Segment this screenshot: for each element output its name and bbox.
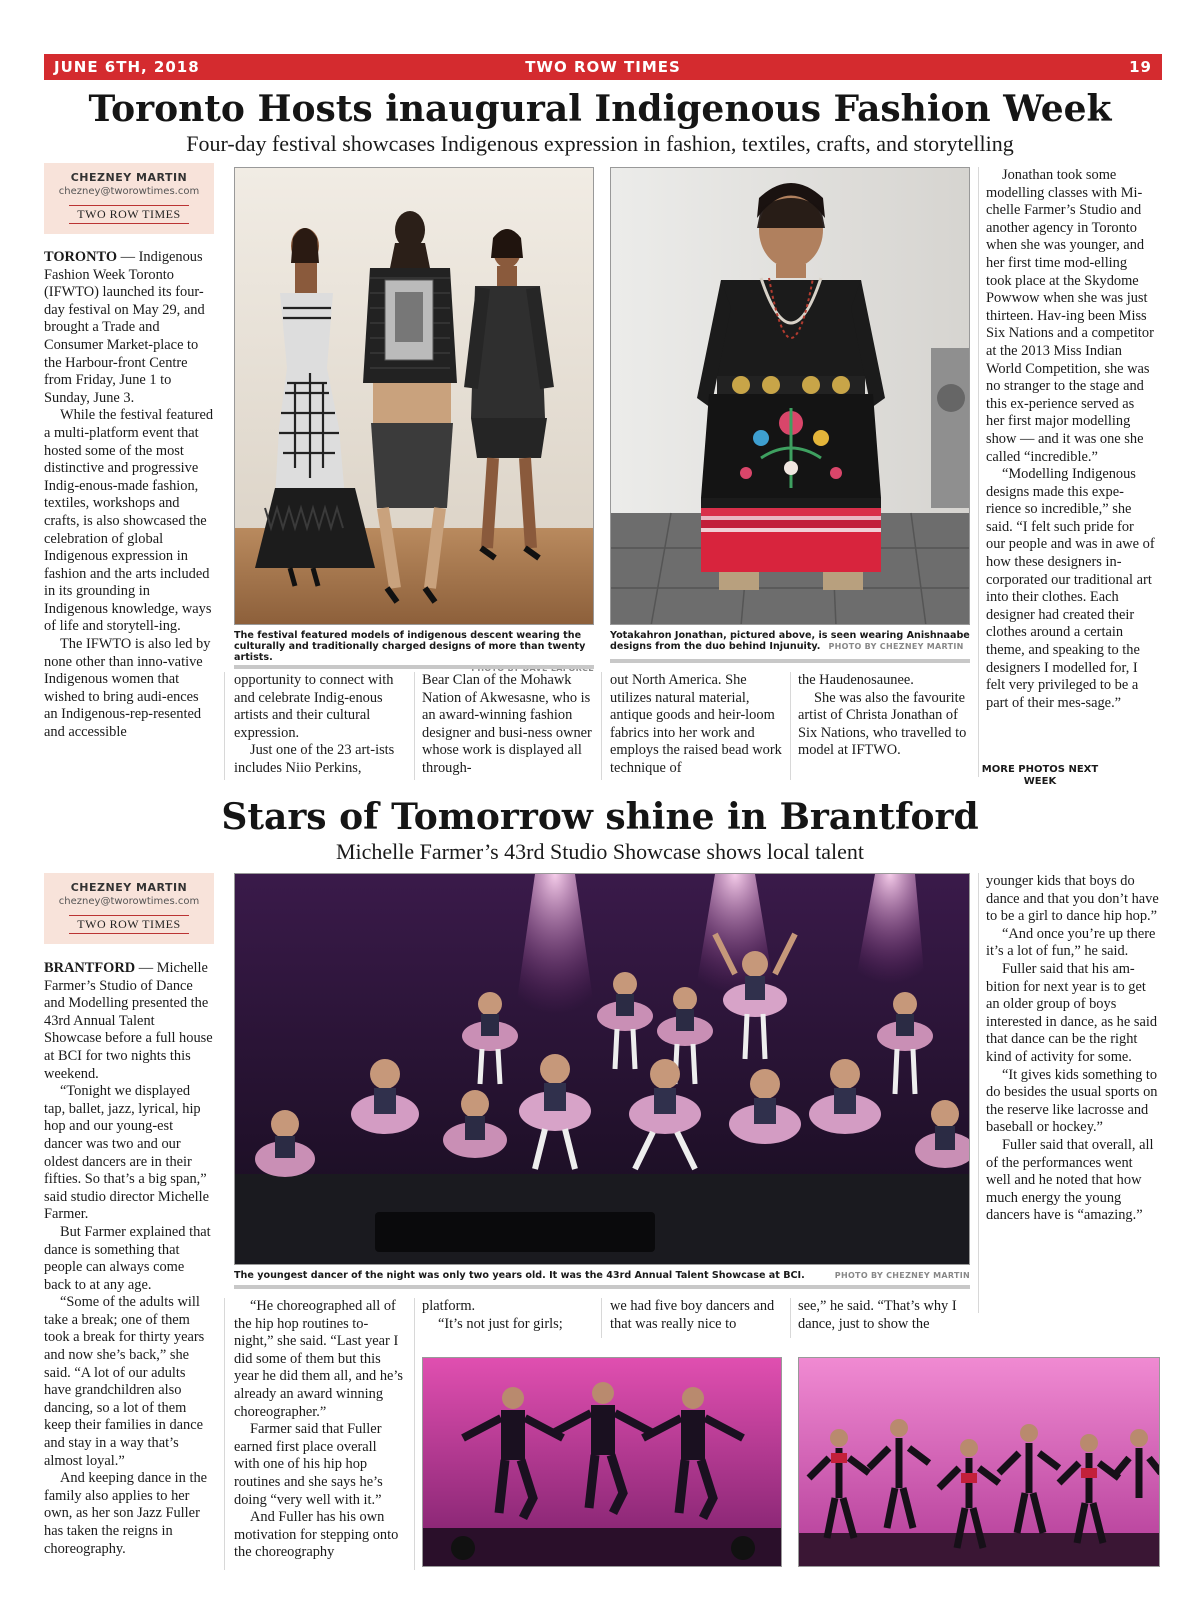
page-header-bar	[44, 54, 1162, 80]
young-dancers-image	[235, 874, 970, 1265]
hip-hop-group-image	[799, 1358, 1160, 1567]
hip-hop-trio-photo	[422, 1357, 782, 1567]
article1-subhead: Four-day festival showcases Indigenous expression in fashion, textiles, crafts, and storytelling	[186, 131, 1014, 156]
byline-logo: TWO ROW TIMES	[69, 205, 188, 224]
paragraph: Bear Clan of the Mohawk Nation of Akwesasne, who is an award-winning fashion designer and busi-ness owner whose work is displayed all through-	[422, 672, 592, 776]
hip-hop-trio-image	[423, 1358, 782, 1567]
page-number: 19	[1129, 58, 1152, 76]
more-photos-note: MORE PHOTOS NEXT WEEK	[981, 764, 1099, 787]
article2-column-6	[986, 873, 1160, 1313]
yotakahron-photo-caption	[610, 630, 970, 652]
article2-column-1	[44, 960, 214, 1566]
article1-byline	[44, 163, 214, 234]
article2-column-3	[422, 1298, 592, 1338]
caption-rule	[234, 665, 594, 669]
dancers-photo-caption	[234, 1270, 970, 1281]
paragraph: opportunity to connect with and celebrate Indig-enous artists and their cultural expression.	[234, 672, 394, 741]
dateline: BRANTFORD	[44, 960, 136, 976]
photo-credit: PHOTO BY CHEZNEY MARTIN	[828, 642, 964, 651]
paragraph: “Modelling Indigenous designs made this expe-rience so incredible,” she said. “I felt such pride for our people and was in awe of how these designers in-corporated our traditional art into their clothes. Each designer had created their clothes around a certain theme, and speaking to the designers I modelled for, I felt very privileged to be a part of their mes-sage.”	[986, 466, 1155, 711]
paragraph: The IFWTO is also led by none other than inno-vative Indigenous women that wished to bring audi-ences an Indigenous-rep-resented and accessible	[44, 636, 211, 741]
column-divider	[601, 672, 602, 780]
column-divider	[978, 167, 979, 777]
article1-column-5	[798, 672, 970, 780]
byline-logo: TWO ROW TIMES	[69, 915, 188, 934]
article2-subhead: Michelle Farmer’s 43rd Studio Showcase shows local talent	[335, 839, 865, 864]
column-divider	[790, 1298, 791, 1338]
paragraph: out North America. She utilizes natural material, antique goods and heir-loom fabrics into her work and employs the raised bead work technique of	[610, 672, 782, 776]
article2-headline: Stars of Tomorrow shine in Brantford	[221, 796, 979, 838]
paragraph: platform.	[422, 1298, 476, 1314]
article1-column-2	[234, 672, 404, 780]
byline-name: CHEZNEY MARTIN	[70, 171, 188, 184]
byline-name: CHEZNEY MARTIN	[70, 881, 188, 894]
column-divider	[414, 672, 415, 780]
paragraph: younger kids that boys do dance and that you don’t have to be a girl to dance hip hop.”	[986, 873, 1159, 925]
byline-email: chezney@tworowtimes.com	[58, 896, 200, 907]
issue-date: JUNE 6TH, 2018	[54, 58, 200, 76]
column-divider	[414, 1298, 415, 1570]
column-divider	[601, 1298, 602, 1338]
paragraph: And Fuller has his own motivation for stepping onto the choreography	[234, 1509, 399, 1561]
yotakahron-portrait-photo	[610, 167, 970, 625]
hip-hop-group-photo	[798, 1357, 1160, 1567]
paragraph: Just one of the 23 art-ists includes Niio Perkins,	[234, 742, 395, 776]
paragraph: Jonathan took some modelling classes with Mi-chelle Farmer’s Studio and another agency in Toronto when she was younger, and her first time mod-elling took place at the Skydome Powwow when she was just thirteen. Hav-ing been Miss Six Nations and a competitor at the 2013 Miss Indian World Competition, she was no stranger to the stage and this ex-perience served as her first major modelling show — and it was one she called “incredible.”	[986, 167, 1154, 465]
paragraph: Farmer said that Fuller earned first place overall with one of his hip hop routines and she says he’s doing “very well with it.”	[234, 1421, 383, 1508]
paragraph: “It’s not just for girls;	[438, 1315, 563, 1332]
article1-column-6	[986, 167, 1156, 757]
paragraph: But Farmer explained that dance is something that people can always come back to at any age.	[44, 1223, 211, 1293]
caption-text: Yotakahron Jonathan, pictured above, is seen wearing Anishnaabe designs from the duo behind Injunuity.	[610, 630, 970, 652]
column-divider	[790, 672, 791, 780]
paragraph: While the festival featured a multi-platform event that hosted some of the most distinctive and progressive Indig-enous-made fashion, textiles, workshops and crafts, is also showcased the celebration of global Indigenous expression in fashion and the arts included in its grounding in Indigenous knowledge, ways of life and storytell-ing.	[44, 407, 214, 635]
paragraph: see,” he said. “That’s why I dance, just to show the	[798, 1298, 957, 1332]
paragraph: And keeping dance in the family also applies to her own, as her son Jazz Fuller has taken the reigns in choreography.	[44, 1470, 208, 1557]
paragraph: “Tonight we displayed tap, ballet, jazz, lyrical, hip hop and our young-est dancer was two and our oldest dancers are in their fifties. So that’s a big span,” said studio director Michelle Farmer.	[44, 1083, 210, 1223]
article2-column-4	[610, 1298, 784, 1338]
fashion-models-image	[235, 168, 594, 625]
paragraph: — Indigenous Fashion Week Toronto (IFWTO) launched its four-day festival on May 29, and brought a Trade and Consumer Market-place to the Harbour-front Centre from Friday, June 1 to Sunday, June 3.	[44, 249, 205, 406]
byline-email: chezney@tworowtimes.com	[58, 186, 200, 197]
paragraph: the Haudenosaunee.	[798, 672, 914, 688]
caption-text: The festival featured models of indigenous descent wearing the culturally and traditionally charged designs of more than twenty artists.	[234, 630, 586, 663]
column-divider	[224, 672, 225, 780]
paper-name: TWO ROW TIMES	[525, 58, 681, 76]
article2-column-5	[798, 1298, 970, 1338]
article1-column-4	[610, 672, 782, 780]
column-divider	[224, 1298, 225, 1570]
paragraph: “Some of the adults will take a break; one of them took a break for thirty years and now she’s back,” she said. “A lot of our adults have grandchildren also dancing, so a lot of them keep their families in dance and stay in a way that’s almost loyal.”	[44, 1294, 205, 1469]
young-dancers-photo	[234, 873, 970, 1265]
paragraph: Fuller said that overall, all of the performances went well and he noted that how much energy the young dancers have is “amazing.”	[986, 1136, 1154, 1224]
fashion-models-photo	[234, 167, 594, 625]
caption-rule	[610, 659, 970, 663]
caption-rule	[234, 1285, 970, 1289]
article1-headline: Toronto Hosts inaugural Indigenous Fashion Week	[88, 88, 1112, 130]
paragraph: Fuller said that his am-bition for next year is to get an older group of boys interested in dance, as he said that dance can be the right kind of activity for some.	[986, 960, 1158, 1065]
photo-credit: PHOTO BY CHEZNEY MARTIN	[834, 1271, 970, 1280]
article1-column-1	[44, 249, 214, 781]
paragraph: — Michelle Farmer’s Studio of Dance and Modelling presented the 43rd Annual Talent Showcase before a full house at BCI for two nights this weekend.	[44, 960, 213, 1082]
paragraph: “He choreographed all of the hip hop routines to-night,” she said. “Last year I did some of them but this year he did them all, and he’s already an award winning choreographer.”	[234, 1298, 404, 1420]
paragraph: “And once you’re up there it’s a lot of fun,” he said.	[986, 925, 1156, 960]
column-divider	[978, 873, 979, 1313]
article1-column-3	[422, 672, 592, 780]
paragraph: “It gives kids something to do besides the usual sports on the reserve like lacrosse and baseball or hockey.”	[986, 1066, 1158, 1136]
dateline: TORONTO	[44, 249, 118, 265]
paragraph: we had five boy dancers and that was really nice to	[610, 1298, 775, 1332]
article2-column-2	[234, 1298, 404, 1570]
yotakahron-portrait-image	[611, 168, 970, 625]
paragraph: She was also the favourite artist of Christa Jonathan of Six Nations, who travelled to model at IFTWO.	[798, 689, 967, 759]
caption-text: The youngest dancer of the night was only two years old. It was the 43rd Annual Talent Showcase at BCI.	[234, 1270, 805, 1281]
article2-byline	[44, 873, 214, 944]
